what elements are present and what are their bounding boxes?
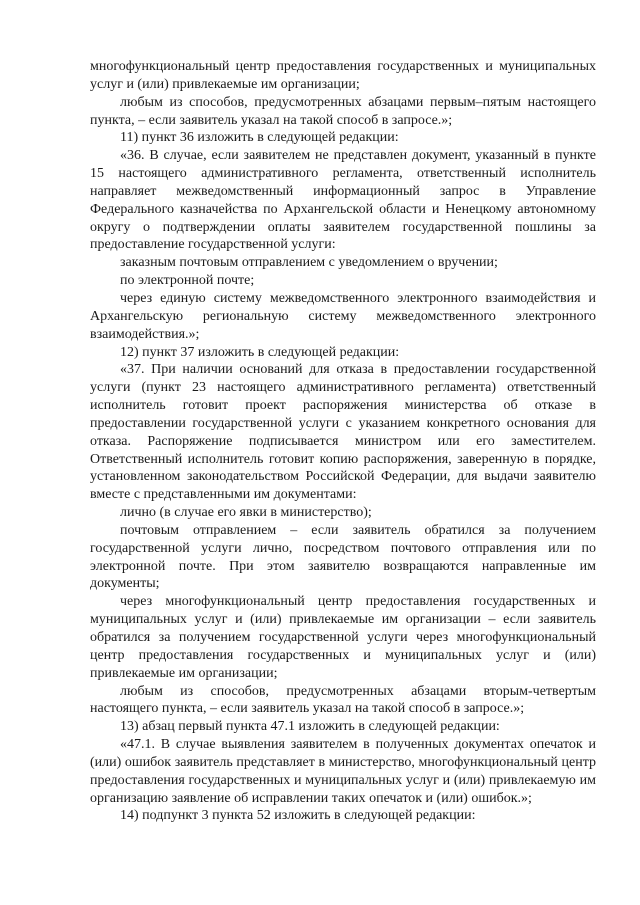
paragraph-postal: почтовым отправлением – если заявитель обратился за получением государственной услуги лично, посредством почтового отправления или по электронной почте. При этом заявителю возвращаются направленные им документы; (90, 522, 596, 592)
paragraph-mfc-continuation: многофункциональный центр предоставления государственных и муниципальных услуг и (или) привлекаемые им организации; (90, 59, 596, 92)
paragraph-point-36: «36. В случае, если заявителем не представлен документ, указанный в пункте 15 настоящего административного регламента, ответственный исполнитель направляет межведомственный информационный запрос в Управление Федерального казначейства по Архангельской области и Ненецкому автономному округу о подтверждении оплаты заявителем государственной пошлины за предоставление государственной услуги: (90, 148, 596, 253)
paragraph-item-11-heading: 11) пункт 36 изложить в следующей редакции: (120, 130, 399, 146)
paragraph-item-13-heading: 13) абзац первый пункта 47.1 изложить в следующей редакции: (120, 719, 500, 735)
paragraph-email: по электронной почте; (120, 273, 255, 289)
paragraph-interagency-system: через единую систему межведомственного электронного взаимодействия и Архангельскую региональную систему межведомственного электронного взаимодействия.»; (90, 290, 596, 342)
paragraph-item-12-heading: 12) пункт 37 изложить в следующей редакции: (120, 344, 400, 360)
paragraph-point-47-1: «47.1. В случае выявления заявителем в полученных документах опечаток и (или) ошибок заявитель представляет в министерство, многофункциональный центр предоставления государственных и муниципальных услуг и (или) привлекаемую им организацию заявление об исправлении таких опечаток и (или) ошибок.»; (90, 737, 596, 806)
document-body (90, 58, 596, 825)
paragraph-in-person: лично (в случае его явки в министерство); (120, 505, 372, 521)
paragraph-any-method-first-fifth: любым из способов, предусмотренных абзацами первым–пятым настоящего пункта, – если заявитель указал на такой способ в запросе.»; (90, 94, 596, 128)
paragraph-via-mfc: через многофункциональный центр предоставления государственных и муниципальных услуг и (или) привлекаемые им организации – если заявитель обратился за получением государственной услуги через многофункциональный центр предоставления государственных и муниципальных услуг и (или) привлекаемые им организации; (90, 594, 596, 681)
paragraph-item-14-heading: 14) подпункт 3 пункта 52 изложить в следующей редакции: (120, 808, 476, 824)
paragraph-any-method-second-fourth: любым из способов, предусмотренных абзацами вторым-четвертым настоящего пункта, – если заявитель указал на такой способ в запросе.»; (90, 683, 596, 717)
paragraph-point-37: «37. При наличии оснований для отказа в предоставлении государственной услуги (пункт 23 настоящего административного регламента) ответственный исполнитель готовит проект распоряжения министерства об отказе в предоставлении государственной услуги с указанием конкретного основания для отказа. Распоряжение подписывается министром или его заместителем. Ответственный исполнитель готовит копию распоряжения, заверенную в порядке, установленном законодательством Российской Федерации, для выдачи заявителю вместе с представленными им документами: (90, 362, 596, 503)
paragraph-registered-mail: заказным почтовым отправлением с уведомлением о вручении; (120, 255, 498, 271)
